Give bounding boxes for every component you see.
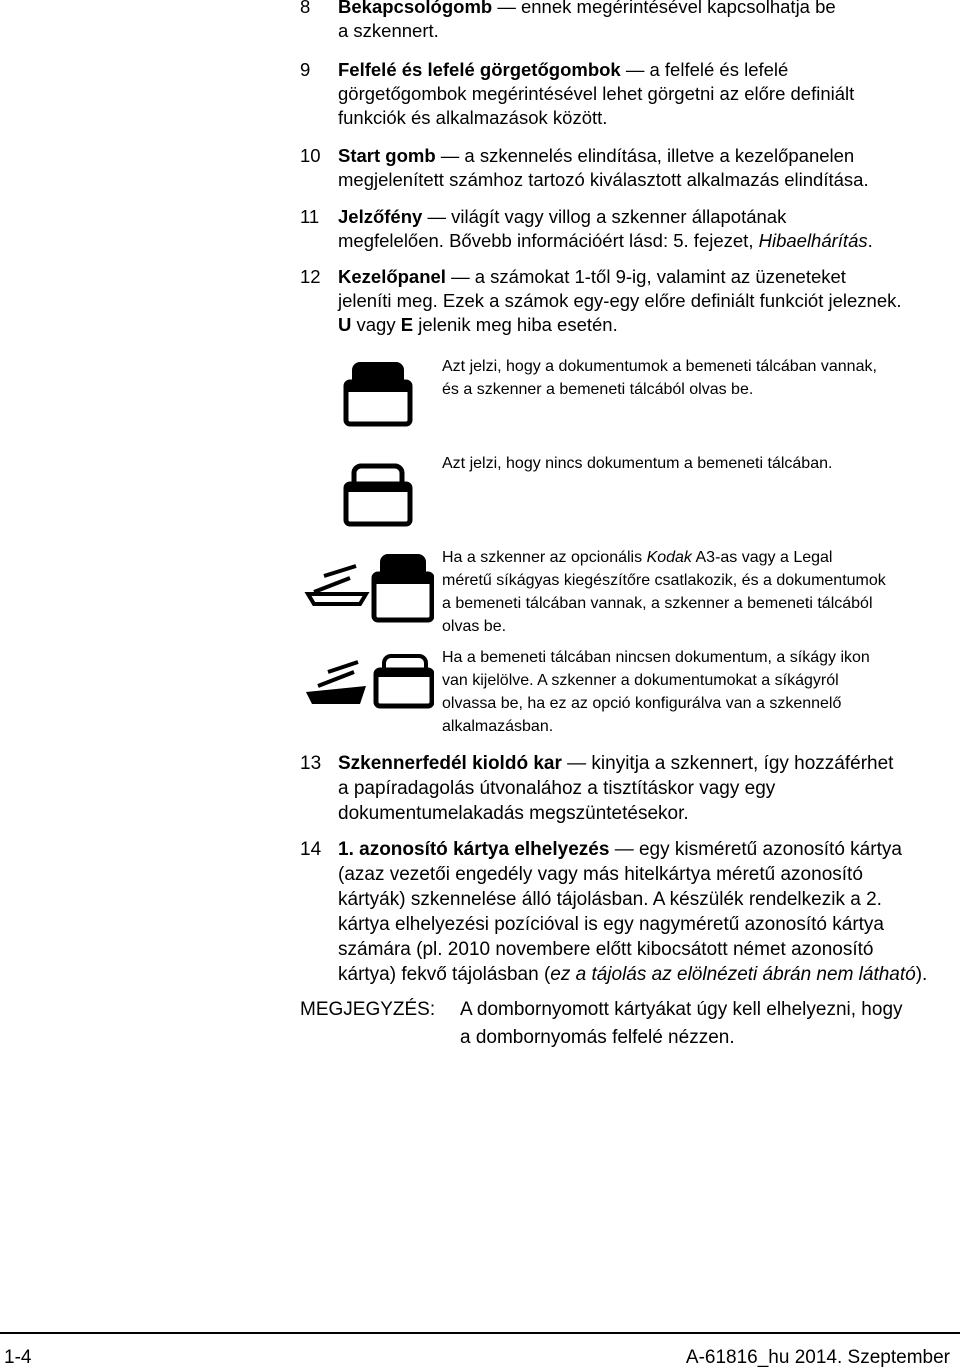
icon-description: Ha a bemeneti tálcában nincsen dokumentum, a síkágy ikon van kijelölve. A szkenner a dokumentumokat a síkágyról olvassa be, ha ez az opció konfigurálva van a szkennelő alkalmazásban. — [442, 649, 870, 735]
item-number: 13 — [300, 753, 322, 774]
note-text: A dombornyomott kártyákat úgy kell elhelyezni, hogy a dombornyomás felfelé nézzen. — [460, 999, 903, 1048]
item-text: Start gomb — a szkennelés elindítása, illetve a kezelőpanelen megjelenített számhoz tartozó kiválasztott alkalmazás elindítása. — [338, 145, 869, 190]
item-text: Szkennerfedél kioldó kar — kinyitja a szkennert, így hozzáférhet a papíradagolás útvonalához a tisztításkor vagy egy dokumentumelakadás megszüntetésekor. — [338, 753, 894, 824]
item-number: 8 — [300, 0, 311, 17]
item-number: 11 — [300, 206, 320, 227]
item-text: 1. azonosító kártya elhelyezés — egy kisméretű azonosító kártya (azaz vezetői engedély vagy más hitelkártya méretű azonosító kártyák) szkennelése álló tájolásban. A készülék rendelkezik a 2. kártya elhelyezési pozícióval is egy nagyméretű azonosító kártya számára (pl. 2010 novembere előtt kibocsátott német azonosító kártya) fekvő tájolásban (ez a tájolás az elölnézeti ábrán nem látható). — [338, 839, 928, 985]
item-title: 1. azonosító kártya elhelyezés — [338, 839, 610, 860]
document-id: A-61816_hu 2014. Szeptember — [685, 1347, 950, 1368]
icon-description: Ha a szkenner az opcionális Kodak A3-as vagy a Legal méretű síkágyas kiegészítőre csatlakozik, és a dokumentumok a bemeneti tálcában vannak, a szkenner a bemeneti tálcából olvas be. — [442, 549, 886, 635]
item-title: Jelzőfény — [338, 206, 423, 227]
item-text: Bekapcsológomb — ennek megérintésével kapcsolhatja be a szkennert. — [338, 0, 953, 43]
tray-empty-icon — [340, 462, 416, 528]
item-title: Szkennerfedél kioldó kar — [338, 753, 562, 774]
item-number: 14 — [300, 839, 322, 860]
flatbed-tray-icon — [304, 548, 434, 624]
note-label: MEGJEGYZÉS: — [300, 999, 436, 1020]
item-title: Bekapcsológomb — [338, 0, 493, 17]
item-text: Felfelé és lefelé görgetőgombok — a felfelé és lefelé görgetőgombok megérintésével lehet görgetni az előre definiált funkciók és alkalmazások között. — [338, 59, 855, 128]
icon-description: Azt jelzi, hogy a dokumentumok a bemeneti tálcában vannak, és a szkenner a bemeneti tálcából olvas be. — [442, 358, 877, 398]
item-text: Jelzőfény — világít vagy villog a szkenner állapotának megfelelően. Bővebb információért lásd: 5. fejezet, Hibaelhárítás. — [338, 206, 873, 251]
icon-description: Azt jelzi, hogy nincs dokumentum a bemeneti tálcában. — [442, 455, 833, 472]
item-title: Felfelé és lefelé görgetőgombok — [338, 59, 621, 80]
item-title: Start gomb — [338, 145, 436, 166]
tray-full-icon — [340, 360, 416, 428]
item-title: Kezelőpanel — [338, 266, 446, 287]
item-number: 12 — [300, 266, 321, 287]
footer-divider — [0, 1332, 960, 1334]
item-text: Kezelőpanel — a számokat 1-től 9-ig, valamint az üzeneteket jeleníti meg. Ezek a számok egy-egy előre definiált funkciót jeleznek. U vagy E jelenik meg hiba esetén. — [338, 266, 902, 335]
item-number: 9 — [300, 59, 311, 80]
page-number: 1-4 — [4, 1347, 32, 1368]
flatbed-selected-icon — [304, 654, 434, 710]
item-number: 10 — [300, 145, 321, 166]
